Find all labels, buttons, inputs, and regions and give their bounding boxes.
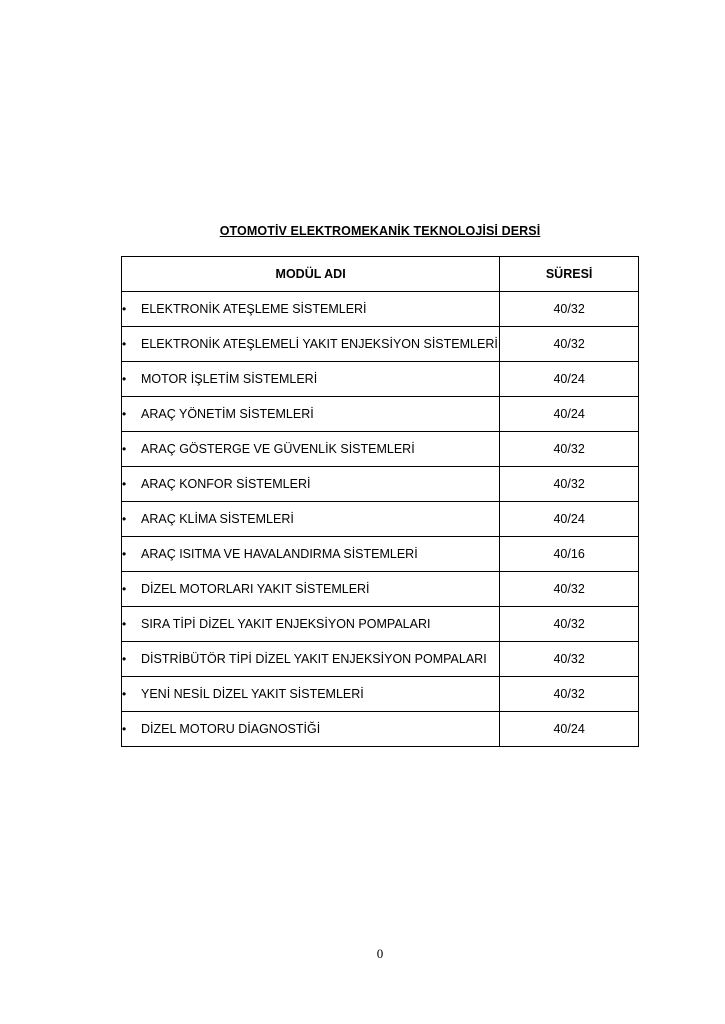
module-name: ARAÇ GÖSTERGE VE GÜVENLİK SİSTEMLERİ (141, 441, 415, 456)
table-row (122, 502, 639, 537)
table-row (122, 572, 639, 607)
bullet-icon: • (122, 721, 127, 736)
module-name: SIRA TİPİ DİZEL YAKIT ENJEKSİYON POMPALARI (141, 616, 431, 631)
bullet-icon: • (122, 406, 127, 421)
bullet-icon: • (122, 581, 127, 596)
module-name: ELEKTRONİK ATEŞLEME SİSTEMLERİ (141, 301, 367, 316)
table-row (122, 537, 639, 572)
table-row (122, 432, 639, 467)
header-duration: SÜRESİ (500, 257, 639, 292)
bullet-icon: • (122, 441, 127, 456)
module-duration: 40/24 (500, 502, 639, 537)
bullet-icon: • (122, 371, 127, 386)
module-duration: 40/32 (500, 327, 639, 362)
module-name-cell (122, 397, 500, 432)
module-name: ARAÇ YÖNETİM SİSTEMLERİ (141, 406, 314, 421)
module-duration: 40/24 (500, 712, 639, 747)
module-duration: 40/16 (500, 537, 639, 572)
table-row (122, 467, 639, 502)
module-name: ELEKTRONİK ATEŞLEMELİ YAKIT ENJEKSİYON SİSTEMLERİ (141, 336, 498, 351)
bullet-icon: • (122, 616, 127, 631)
bullet-icon: • (122, 301, 127, 316)
module-name-cell (122, 572, 500, 607)
bullet-icon: • (122, 546, 127, 561)
table-row (122, 712, 639, 747)
module-duration: 40/32 (500, 292, 639, 327)
module-name-cell (122, 537, 500, 572)
module-name-cell (122, 327, 500, 362)
table-row (122, 642, 639, 677)
bullet-icon: • (122, 336, 127, 351)
module-name: ARAÇ ISITMA VE HAVALANDIRMA SİSTEMLERİ (141, 546, 418, 561)
module-duration: 40/32 (500, 467, 639, 502)
table-row (122, 677, 639, 712)
module-name: DİZEL MOTORLARI YAKIT SİSTEMLERİ (141, 581, 370, 596)
module-name-cell (122, 362, 500, 397)
module-name: YENİ NESİL DİZEL YAKIT SİSTEMLERİ (141, 686, 364, 701)
module-duration: 40/32 (500, 677, 639, 712)
module-name-cell (122, 467, 500, 502)
module-name: DİSTRİBÜTÖR TİPİ DİZEL YAKIT ENJEKSİYON POMPALARI (141, 651, 487, 666)
module-name-cell (122, 292, 500, 327)
module-duration: 40/32 (500, 642, 639, 677)
table-row (122, 362, 639, 397)
bullet-icon: • (122, 686, 127, 701)
module-name-cell (122, 502, 500, 537)
module-name-cell (122, 607, 500, 642)
module-name: DİZEL MOTORU DİAGNOSTİĞİ (141, 721, 321, 736)
page-number: 0 (376, 946, 384, 961)
bullet-icon: • (122, 511, 127, 526)
bullet-icon: • (122, 476, 127, 491)
module-duration: 40/24 (500, 362, 639, 397)
module-name-cell (122, 677, 500, 712)
module-duration: 40/32 (500, 432, 639, 467)
table-header-row (122, 257, 639, 292)
table-row (122, 327, 639, 362)
module-name-cell (122, 712, 500, 747)
table-row (122, 397, 639, 432)
table-row (122, 607, 639, 642)
bullet-icon: • (122, 651, 127, 666)
module-name: ARAÇ KONFOR SİSTEMLERİ (141, 476, 311, 491)
module-name: MOTOR İŞLETİM SİSTEMLERİ (141, 371, 318, 386)
header-module-name: MODÜL ADI (122, 257, 500, 292)
table-row (122, 292, 639, 327)
module-name-cell (122, 432, 500, 467)
module-name-cell (122, 642, 500, 677)
modules-table (121, 256, 639, 747)
module-duration: 40/32 (500, 607, 639, 642)
module-name: ARAÇ KLİMA SİSTEMLERİ (141, 511, 294, 526)
page-title: OTOMOTİV ELEKTROMEKANİK TEKNOLOJİSİ DERSİ (219, 224, 541, 238)
module-duration: 40/24 (500, 397, 639, 432)
module-duration: 40/32 (500, 572, 639, 607)
